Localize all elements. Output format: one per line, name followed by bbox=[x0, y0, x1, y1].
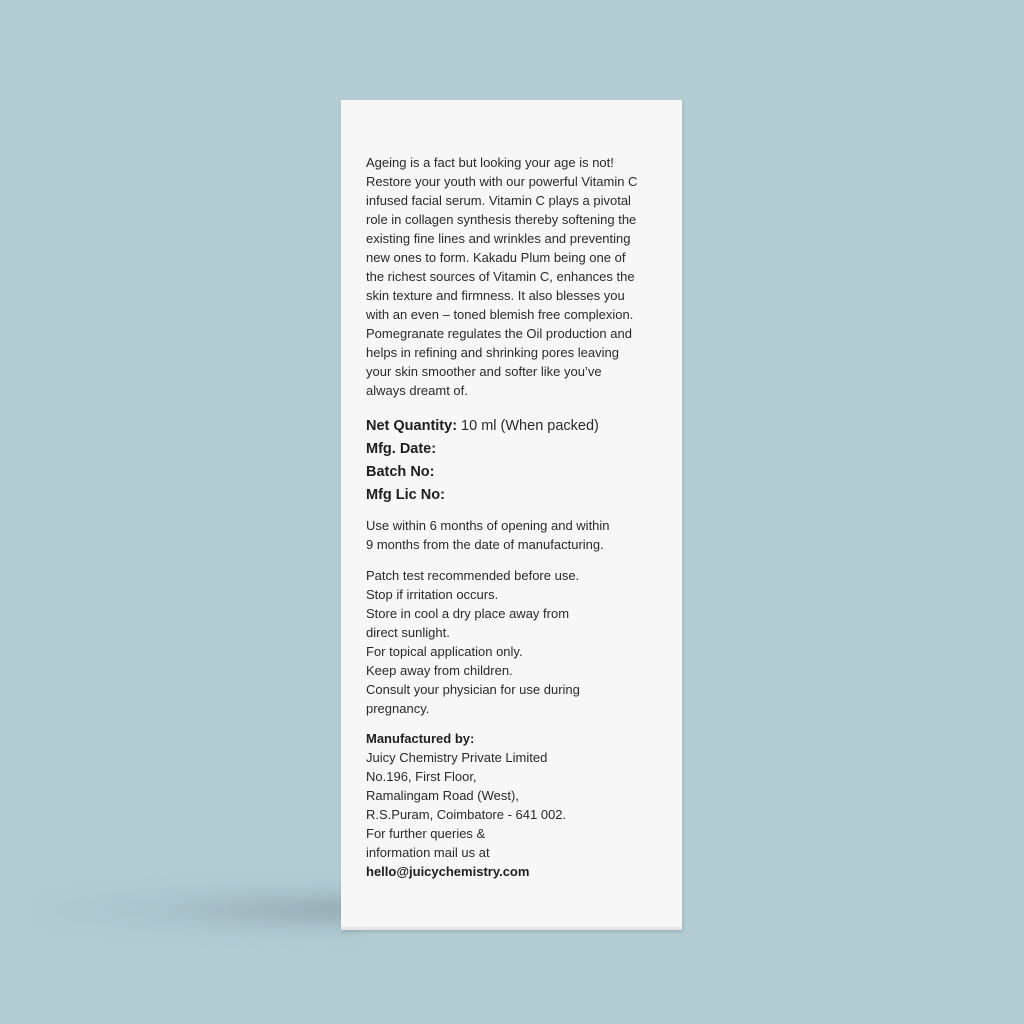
manufacturer-heading: Manufactured by: bbox=[366, 731, 475, 746]
product-description: Ageing is a fact but looking your age is not! Restore your youth with our powerful Vitamin C infused facial serum. Vitamin C plays a pivotal role in collagen synthesis thereby softening the existing fine lines and wrinkles and preventing new ones to form. Kakadu Plum being one of the richest sources of Vitamin C, enhances the skin texture and firmness. It also blesses you with an even – toned blemish free complexion. Pomegranate regulates the Oil production and helps in refining and shrinking pores leaving your skin smoother and softer like you’ve always dreamt of. bbox=[366, 155, 638, 398]
box-shadow bbox=[40, 880, 360, 940]
product-box-back bbox=[341, 100, 682, 930]
net-quantity-label: Net Quantity: bbox=[366, 418, 458, 434]
product-specs bbox=[366, 415, 666, 507]
usage-instructions: Use within 6 months of opening and within 9 months from the date of manufacturing. bbox=[366, 518, 610, 552]
contact-email: hello@juicychemistry.com bbox=[366, 864, 530, 879]
net-quantity-value: 10 ml (When packed) bbox=[457, 418, 599, 434]
batch-no-row bbox=[366, 461, 666, 484]
mfg-lic-label: Mfg Lic No: bbox=[366, 487, 445, 503]
net-quantity-row bbox=[366, 415, 666, 438]
batch-no-label: Batch No: bbox=[366, 464, 435, 480]
warnings-text: Patch test recommended before use. Stop if irritation occurs. Store in cool a dry place away from direct sunlight. For topical application only. Keep away from children. Consult your physician for use during pregnancy. bbox=[366, 568, 580, 716]
manufacturer-details: Juicy Chemistry Private Limited No.196, First Floor, Ramalingam Road (West), R.S.Puram, Coimbatore - 641 002. For further queries & information mail us at bbox=[366, 750, 567, 860]
label-content bbox=[366, 153, 666, 881]
mfg-lic-row bbox=[366, 484, 666, 507]
mfg-date-row bbox=[366, 438, 666, 461]
mfg-date-label: Mfg. Date: bbox=[366, 441, 437, 457]
